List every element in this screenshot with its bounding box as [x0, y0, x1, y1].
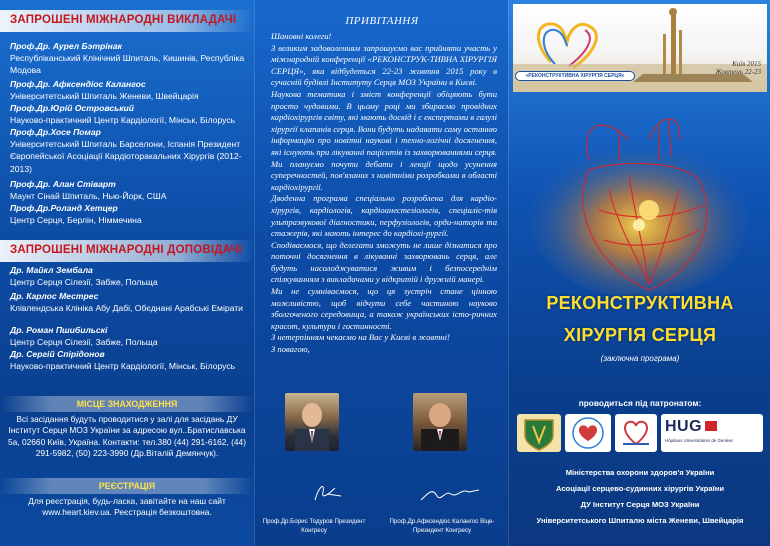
speaker-entry — [10, 324, 250, 348]
lecturer-entry — [10, 202, 250, 226]
banner-date — [715, 60, 761, 76]
vice-president-caption: Проф.Др.Афксендіос Калангос Віце-Президент Конгресу — [389, 518, 495, 534]
ministry-emblem-icon — [517, 414, 561, 452]
greeting-letter — [271, 31, 497, 356]
lecturer-info: Науково-практичний Центр Кардіології, Мінськ, Білорусь — [10, 115, 236, 126]
speaker-entry — [10, 348, 250, 372]
hug-logo-subtext: Hôpitaux Universitaires de Genève — [665, 438, 733, 443]
hug-logo — [661, 414, 763, 452]
speaker-name: Др. Майкл Зембала — [10, 265, 93, 275]
greeting-paragraph: Ми не сумніваємося, що ця зустріч стане цінною можливістю, щоб відчути себе частиною науково зболгоченого середовища, а також українських істо-ричних красот, культури і гостинності. — [271, 286, 497, 331]
lecturer-info: Центр Серця, Берлін, Німмечина — [10, 215, 142, 226]
lecturer-name: Проф.Др.Юрій Островський — [10, 103, 135, 113]
lecturer-name: Проф.Др. Алан Стіварт — [10, 179, 116, 189]
speaker-name: Др. Сергій Спірідонов — [10, 349, 105, 359]
lecturer-name: Проф.Др.Роланд Хетцер — [10, 203, 118, 213]
president-photo — [285, 393, 339, 451]
lecturer-info: Республіканський Клінічний Шпиталь, Кишинів, Республіка Модова — [10, 53, 245, 76]
association-logo-icon — [565, 414, 611, 452]
conference-title-line1: РЕКОНСТРУКТИВНА — [546, 293, 734, 313]
conference-title-line2: ХІРУРГІЯ СЕРЦЯ — [563, 325, 717, 345]
lecturer-name: Проф.Др.Хосе Помар — [10, 127, 101, 137]
speaker-info: Науково-практичний Центр Кардіології, Мінськ, Білорусь — [10, 361, 236, 372]
lecturer-entry — [10, 102, 250, 126]
registration-text: Для реєстрація, будь-ласка, завітайте на наш сайт www.heart.kiev.ua. Реєстрація безкоштовна. — [28, 496, 226, 518]
organization-line: Університетського Шпиталю міста Женеви, Швейцарія — [536, 516, 744, 525]
speaker-info: Клівлендська Клініка Абу Дабі, Обєднані Арабські Емірати — [10, 303, 243, 314]
speaker-entry — [10, 264, 250, 288]
heart-illustration — [509, 100, 770, 310]
location-heading: МІСЦЕ ЗНАХОДЖЕННЯ — [0, 396, 254, 412]
lecturer-info: Маунт Сінай Шпиталь, Нью-Йорк, США — [10, 191, 167, 202]
middle-panel — [254, 0, 508, 546]
greeting-paragraph: Сподіваємося, що делегати зможуть не лише дізнатися про поточні досягнення в лікуванні захворювань серця, але будуть насолоджуватися живим і безпосереднім спілкуванням з викладачами у відкритій і дружній манері. — [271, 239, 497, 285]
program-subtitle: (заключна програма) — [600, 354, 680, 363]
banner-date-line1: Київ 2015 — [732, 60, 761, 68]
greeting-title: ПРИВІТАННЯ — [345, 15, 419, 27]
speaker-name: Др. Роман Пшибильскі — [10, 325, 108, 335]
greeting-paragraph: Шановні колеги! — [271, 31, 332, 41]
vice-president-photo — [413, 393, 467, 451]
speakers-heading: ЗАПРОШЕНІ МІЖНАРОДНІ ДОПОВІДАЧІ — [0, 240, 254, 262]
banner-date-line2: Жовтень 22-23 — [715, 68, 761, 76]
organization-line: Міністерства охорони здоров'я України — [565, 468, 715, 477]
organization-line: ДУ Інститут Серця МОЗ України — [580, 500, 700, 509]
patronage-label: проводиться під патронатом: — [578, 398, 702, 408]
right-panel — [508, 0, 770, 546]
lecturer-entry — [10, 126, 250, 175]
speaker-info: Центр Серця Сілезії, Забже, Польща — [10, 337, 158, 348]
greeting-paragraph: З нетерпінням чекаємо на Вас у Києві в жовтні! — [271, 332, 450, 343]
lecturer-entry — [10, 78, 250, 102]
greeting-paragraph: З повагою, — [271, 344, 310, 355]
lecturers-heading: ЗАПРОШЕНІ МІЖНАРОДНІ ВИКЛАДАЧІ — [0, 10, 254, 32]
lecturer-info: Університетський Шпиталь Барселони, Іспанія Президент Європейської Асоціації Кардіоторакальних Хірургів (2012-2013) — [10, 139, 242, 174]
patron-logos — [517, 414, 763, 452]
greeting-paragraph: З великим задоволенням запрошуємо вас прийняти участь у міжнародній конференції «РЕКОНСТРУК-ТИВНА ХІРУРГІЯ СЕРЦЯ», яка відбудеться 22-23 жовтня 2015 року в сучасній будівлі Інституту Серця МОЗ України в Києві. — [271, 42, 497, 88]
president-signature — [295, 480, 365, 504]
greeting-paragraph: Наукова тематика і зміст конференції обіцяють бути просто чудовими. В цьому році ми збираємо провідних кардіохірургів світу, які мають досвід і є експертами в галузі хірургії клапанів серця. Вони будуть надавати саму останню інформацію про новітні наукові і техно-логічні досягнення, які існують при лікуванні пацієнтів із захворюваннями серця. Ми плануємо почути дебати і лекції щодо усунення суперечностей, пов'язаних з новітніми розробками в області кардіохірургії. — [271, 88, 497, 192]
geneva-flag-icon — [705, 421, 717, 431]
left-panel — [0, 0, 254, 546]
heart-institute-logo-icon — [615, 414, 657, 452]
speaker-name: Др. Карлос Местрес — [10, 291, 99, 301]
vice-president-signature — [415, 482, 485, 506]
speaker-info: Центр Серця Сілезії, Забже, Польща — [10, 277, 158, 288]
organization-line: Асоціації серцево-судинних хірургів України — [555, 484, 725, 493]
location-text: Всі засідання будуть проводитися у залі для засідань ДУ Інститут Серця МОЗ України за адресою вул..Братиславська 5а, 02660 Київ, Україна. Контакти: тел.380 (44) 291-6162, (44) 291-5982, (50) 223-3990 (Др.Віталій Демянчук). — [7, 414, 247, 459]
lecturer-name: Проф.Др. Афксендіос Калангос — [10, 79, 146, 89]
speaker-entry — [10, 290, 250, 314]
lecturer-name: Проф.Др. Аурел Бэтрінак — [10, 41, 122, 51]
registration-heading: РЕЄСТРАЦІЯ — [0, 478, 254, 494]
banner-logo-text: «РЕКОНСТРУКТИВНА ХІРУРГІЯ СЕРЦЯ» — [515, 71, 635, 81]
hug-logo-text: HUG — [665, 418, 703, 435]
president-caption: Проф.Др.Борис Тодуров Президент Конгресу — [262, 518, 366, 534]
lecturer-info: Університетський Шпиталь Женеви, Швейцарія — [10, 91, 199, 102]
event-banner — [513, 4, 767, 92]
greeting-paragraph: Дводенна програма спеціально розроблена для кардіо-хірургів, кардіологів, кардіоанестезіологів, спеціаліс-тів ультразвукової діагностики, перфузіологів, орди-наторів та стажерів, які мають інтерес до кардіохі-рургії. — [271, 193, 497, 239]
lecturer-entry — [10, 178, 250, 202]
lecturer-entry — [10, 40, 250, 77]
